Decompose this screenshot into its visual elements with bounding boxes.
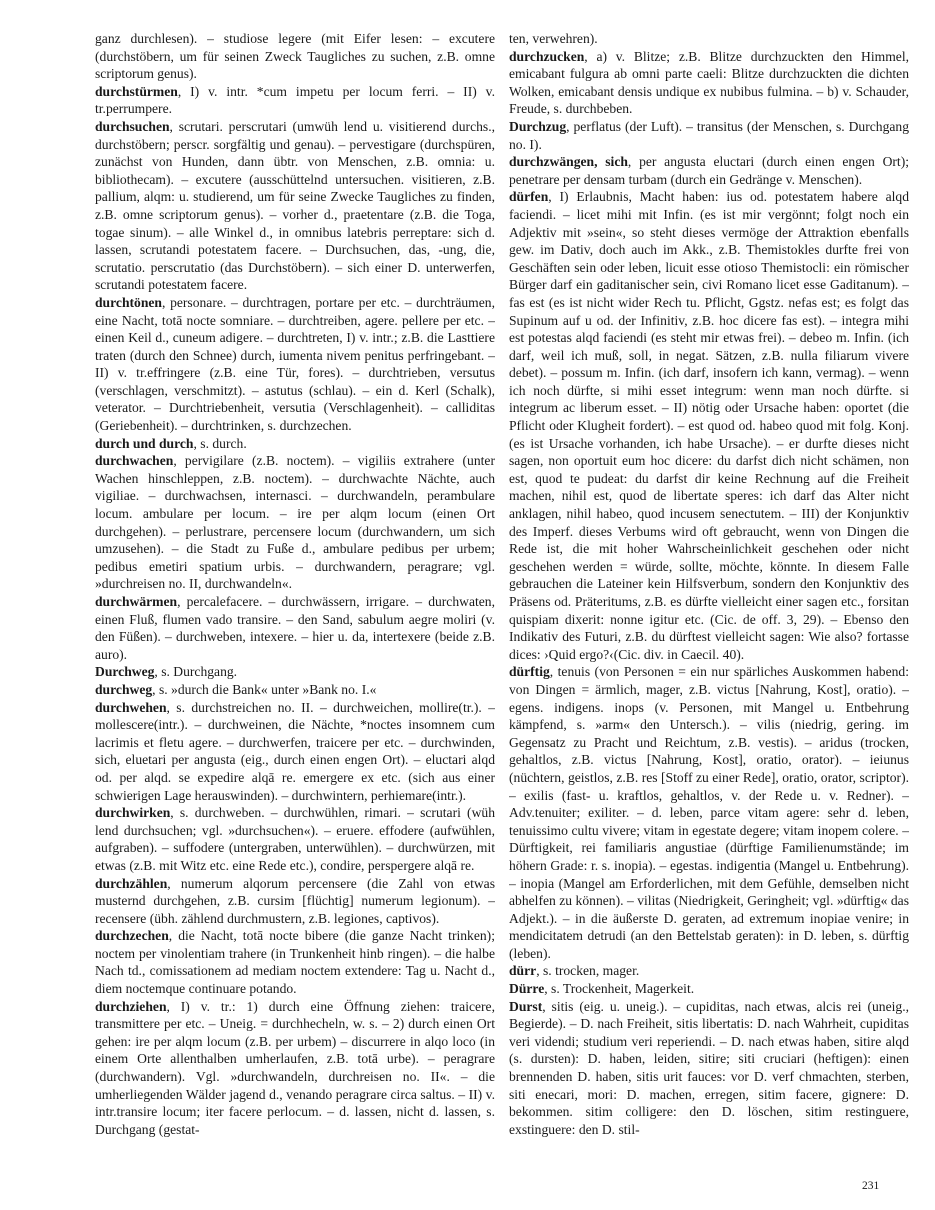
entry-headword: Durchweg (95, 664, 155, 680)
entry-headword: dürr (509, 963, 537, 979)
dictionary-entry (509, 118, 909, 153)
entry-text: , s. durchweben. – durchwühlen, rimari. – scrutari (wüh lend durchsuchen; vgl. »durchsuchen«). – eruere. effodere (aufwühlen, aufgraben). – suffodere (untergraben, unterwühlen). – durchwürzen, mit etwas (z.B. mit Witz etc. eine Rede etc.), condire, perspergere alqā re. (95, 805, 495, 873)
dictionary-entry (95, 927, 495, 997)
page-number: 231 (862, 1180, 880, 1192)
entry-text: , scrutari. perscrutari (umwüh lend u. visitierend durchs., durchstöbern; perscr. sorgfältig und genau). – pervestigare (durchspüren, zunächst von Hunden, dann übtr. von Menschen, z.B. omnia: u. bibliothecam). – excutere (ausschüttelnd untersuchen. visitieren, z.B. pallium, alqm: u. studierend, um für seine Zwecke Taugliches zu finden, z.B. omne scriptorum genus). – vorher d., praetentare (z.B. die Toga, togae sinum). – alle Winkel d., in omnibus latebris perreptare: sich d. lassen, scrutandi potestatem facere. – Durchsuchen, das, -ung, die, scrutatio. perscrutatio (das Durchstöbern). – sich einer D. unterwerfen, scrutandi potestatem facere. (95, 118, 495, 293)
entry-text: , s. »durch die Bank« unter »Bank no. I.« (152, 681, 377, 697)
dictionary-entry (95, 30, 495, 83)
dictionary-entry (95, 804, 495, 874)
entry-headword: durch und durch (95, 435, 194, 451)
entry-text: , I) v. tr.: 1) durch eine Öffnung ziehen: traicere, transmittere per etc. – Uneig. = durchhecheln, w. s. – 2) durch einen Ort gehen: ire per alqm locum (z.B. per urbem) – discurrere in alqo loco (in einem Orte allenthalben umherlaufen, z.B. totā urbe). – peragrare (durchwandern). Vgl. »durchwandeln, durchreisen no. II«. – die umherliegenden Wälder jagend d., venando peragrare circa saltus. – II) v. intr.transire locum; iter facere perlocum. – d. lassen, nicht d. lassen, s. Durchgang (gestat- (95, 998, 495, 1137)
dictionary-entry (95, 875, 495, 928)
entry-text: , s. Trockenheit, Magerkeit. (544, 981, 695, 997)
entry-text: , numerum alqorum percensere (die Zahl von etwas musternd durchgehen, z.B. cursim [flüchtig] numerum legionum). – recensere (übh. zählend durchmustern, z.B. legiones, captivos). (95, 875, 495, 926)
dictionary-entry (95, 435, 495, 453)
dictionary-entry (509, 30, 909, 48)
dictionary-entry (95, 452, 495, 593)
dictionary-entry (509, 962, 909, 980)
dictionary-page (95, 30, 908, 1180)
entry-text: ganz durchlesen). – studiose legere (mit Eifer lesen: – excutere (durchstöbern, um für seinen Zweck Taugliches zu suchen, z.B. omne scriptorum genus). (95, 31, 495, 82)
entry-headword: durchwehen (95, 699, 167, 715)
dictionary-entry (95, 663, 495, 681)
dictionary-entry (509, 998, 909, 1139)
dictionary-entry (95, 681, 495, 699)
entry-text: , tenuis (von Personen = ein nur spärliches Auskommen habend: von Dingen = ärmlich, mager, z.B. victus [Nahrung, Kost], oratio). – egens. indigens. inops (v. Personen, mit Mangel u. Entbehrung kämpfend, s. »arm« den Untersch.). – vilis (niedrig, gering. im Gegensatz zu Pracht und Reichtum, z.B. vestis). – aridus (trocken, gehaltlos, z.B. victus [Nahrung, Kost], oratio, orator). – ieiunus (nüchtern, geistlos, z.B. res [Stoff zu einer Rede], oratio, orator, scriptor). – exilis (fast- u. kraftlos, gehaltlos, v. der Rede u. v. Redner). – Adv.tenuiter; exiliter. – d. leben, parce vitam agere: sehr d. leben, tenuissimo cultu vivere; vitam in egestate degere; vitam inopem colere. – Dürftigkeit, rei familiaris angustiae (dürftige Familienumstände; im höhern Grade: r. s. inopia). – egestas. indigentia (Mangel u. Entbehrung). – inopia (Mangel am Erforderlichen, mit dem Gefühle, demselben nicht abhelfen zu können). – vilitas (Niedrigkeit, Geringheit; vgl. »dürftig« das Adjekt.). – in die äußerste D. geraten, ad extremum inopiae venire; in mendicitatem detrudi (an den Bettelstab geraten): in D. leben, s. dürftig (leben). (509, 664, 909, 961)
dictionary-entry (95, 118, 495, 294)
dictionary-entry (509, 153, 909, 188)
entry-headword: durchzwängen, sich (509, 154, 628, 170)
entry-text: ten, verwehren). (509, 31, 598, 46)
entry-headword: durchziehen (95, 998, 167, 1014)
entry-headword: durchwärmen (95, 594, 178, 609)
entry-headword: durchwirken (95, 805, 171, 821)
entry-text: , die Nacht, totā nocte bibere (die ganze Nacht trinken); noctem per vinolentiam trahere (in Trunkenheit hinb ringen). – die halbe Nach td., comissationem ad mediam noctem extendere: Tag u. Nacht d., diem noctemque continuare potando. (95, 928, 495, 997)
entry-text: , perflatus (der Luft). – transitus (der Menschen, s. Durchgang no. I). (509, 118, 909, 152)
entry-headword: durchzechen (95, 928, 169, 944)
entry-headword: durchstürmen (95, 83, 178, 99)
dictionary-entry (509, 663, 909, 962)
entry-text: , pervigilare (z.B. noctem). – vigiliis extrahere (unter Wachen hinschleppen, z.B. noctem). – durchwachte Nächte, auch vigiliae. – durchwachsen, internasci. – durchwandeln, perambulare locum. ambulare per locum. – ire per alqm locum (einen Ort durchgehen). – perlustrare, percensere locum (durchwandern, um sich umzusehen). – die Stadt zu Fuße d., ambulare pedibus per urbem; pedibus emetiri spatium urbis. – durchwandern, peragrare; vgl. »durchreisen no. II, durchwandeln«. (95, 453, 495, 592)
entry-headword: durchzählen (95, 875, 168, 891)
entry-text: , personare. – durchtragen, portare per etc. – durchträumen, eine Nacht, totā nocte somniare. – durchtreiben, agere. pellere per etc. – einen Keil d., cuneum adigere. – durchtreten, I) v. intr.; z.B. die Lasttiere traten (durch den Schnee) durch, iumenta nivem penitus perfringebant. – II) v. tr.effringere (z.B. eine Tür, fores). – durchtrieben, versutus (verschlagen, verschmitzt). – astutus (schlau). – ein d. Kerl (Schalk), veterator. – Durchtriebenheit, versutia (Verschlagenheit). – calliditas (Geriebenheit). – durchtrinken, s. durchzechen. (95, 294, 495, 434)
entry-text: , I) v. intr. *cum impetu per locum ferri. – II) v. tr.perrumpere. (95, 83, 495, 117)
right-column (509, 30, 909, 1175)
entry-headword: Durst (509, 998, 543, 1014)
dictionary-entry (509, 980, 909, 998)
entry-text: , percalefacere. – durchwässern, irrigare. – durchwaten, einen Fluß, flumen vado transire. – den Sand, sabulum aegre moliri (v. den Füßen). – durchweben, intexere. – hier u. da, intertexere (beide z.B. auro). (95, 594, 495, 662)
dictionary-entry (95, 294, 495, 435)
dictionary-entry (95, 593, 495, 663)
entry-text: , s. durch. (193, 435, 247, 451)
dictionary-entry (509, 188, 909, 663)
dictionary-entry (95, 699, 495, 805)
dictionary-entry (509, 48, 909, 118)
entry-headword: durchwachen (95, 453, 174, 469)
entry-text: , s. durchstreichen no. II. – durchweichen, mollire(tr.). – mollescere(intr.). – durchweinen, die Nächte, *noctes insomnem cum lacrimis et fletu agere. – durchwerfen, traicere per etc. – durchwinden, sich, eluetari per angusta (eig., durch einen engen Ort). – eluctari alqd od. per alqd. se expedire alqā re. emergere ex etc. (sich aus einer schwierigen Lage herauswinden). – durchwintern, perhiemare(intr.). (95, 699, 495, 803)
left-column (95, 30, 495, 1175)
entry-text: , per angusta eluctari (durch einen engen Ort); penetrare per densam turbam (durch ein Gedränge v. Menschen). (509, 154, 909, 187)
entry-headword: durchtönen (95, 294, 162, 310)
entry-headword: Dürre (509, 981, 545, 997)
entry-text: , sitis (eig. u. uneig.). – cupiditas, nach etwas, alcis rei (uneig., Begierde). – D. nach Freiheit, sitis libertatis: D. nach Wahrheit, cupiditas veri videndi; studium veri reperiendi. – D. nach etwas haben, sitire alqd (s. dursten): D. haben, leiden, sitire; siti cruciari (heftigen): einen brennenden D. haben, sitis urit fauces: vor D. verf chmachten, sterben, siti enecari, mori: D. machen, erregen, sitim facere, gignere: D. bekommen. sitim colligere: den D. löschen, sitim restinguere, exstinguere: den D. stil- (509, 998, 909, 1137)
entry-text: , a) v. Blitze; z.B. Blitze durchzuckten den Himmel, emicabant fulgura ab omni parte caeli: Blitze durchzuckten die dichten Wolken, emicabant densis undique ex nubibus fulmina. – b) v. Schauder, Freude, s. durchbeben. (509, 48, 909, 117)
entry-text: , s. trocken, mager. (536, 963, 640, 979)
dictionary-entry (95, 998, 495, 1139)
entry-headword: durchsuchen (95, 118, 170, 134)
entry-text: , I) Erlaubnis, Macht haben: ius od. potestatem habere alqd faciendi. – licet mihi mit Infin. (es ist mir vergönnt; folgt noch ein Adjektiv mit »sein«, so steht dieses vermöge der Attraktion ebenfalls gew. im Dativ, doch auch im Akk., z.B. Themistokles durfte frei von Geschäften sein oder leben, licuit esse otioso Themistocli: ein römischer Bürger darf ein gaditanischer sein, civi Romano licet esse Gaditanum). – fas est (es ist nicht wider Rech tu. Pflicht, Ggstz. nefas est; es folgt das Supinum auf u od. der Infinitiv, z.B. hoc dicere fas est). – integra mihi est potestas alqd faciendi (es steht mir etwas frei). – debeo m. Infin. (ich darf, weil ich muß, soll, in negat. Sätzen, z.B. nulla filiarum vivere debet). – possum m. Infin. (ich darf, insofern ich kann, vermag). – wenn ich noch dürfte, si mihi esset integrum: wenn man noch dürfte. si integrum ac liberum esset. – II) nötig oder Ursache haben: oportet (die Pflicht oder Klugheit fordert). – est quod od. habeo quod mit folg. Konj. (es ist Ursache vorhanden, ich habe Ursache). – er durfte dieses nicht sagen, non oportuit eum hoc dicere: du darfst dich nicht schämen, non est, quod te pudeat: du darfst dir keine Rechnung auf die Freiheit machen, nihil est, quod de libertate speres: ich darf das Alter nicht anklagen, nihil habeo, quod incusem senectutem. – III) der Konjunktiv des Imperf. dieses Verbums wird oft gebraucht, wenn von Dingen die Rede ist, die mit hoher Wahrscheinlichkeit geschehen oder nicht geschehen werden = würde, sollte, möchte, könnte. In diesem Falle gebrauchen die Lateiner kein Hilfsverbum, sondern den Konjunktiv des Präsens od. Präteritums, z.B. es dürfte vielleicht einer sagen etc., forsitan quispiam dixerit: nonne igitur etc. (Cic. de off. 3, 29). – Ebenso den Indikativ des Futuri, z.B. du dürftest vielleicht sagen: Wie also? fortasse dices: ›Quid ergo?‹(Cic. div. in Caecil. 40). (509, 189, 909, 662)
entry-headword: dürftig (509, 664, 550, 680)
entry-headword: Durchzug (509, 118, 567, 134)
entry-headword: durchzucken (509, 48, 585, 64)
entry-headword: dürfen (509, 189, 549, 205)
dictionary-entry (95, 83, 495, 118)
entry-headword: durchweg (95, 681, 153, 697)
entry-text: , s. Durchgang. (154, 664, 238, 680)
